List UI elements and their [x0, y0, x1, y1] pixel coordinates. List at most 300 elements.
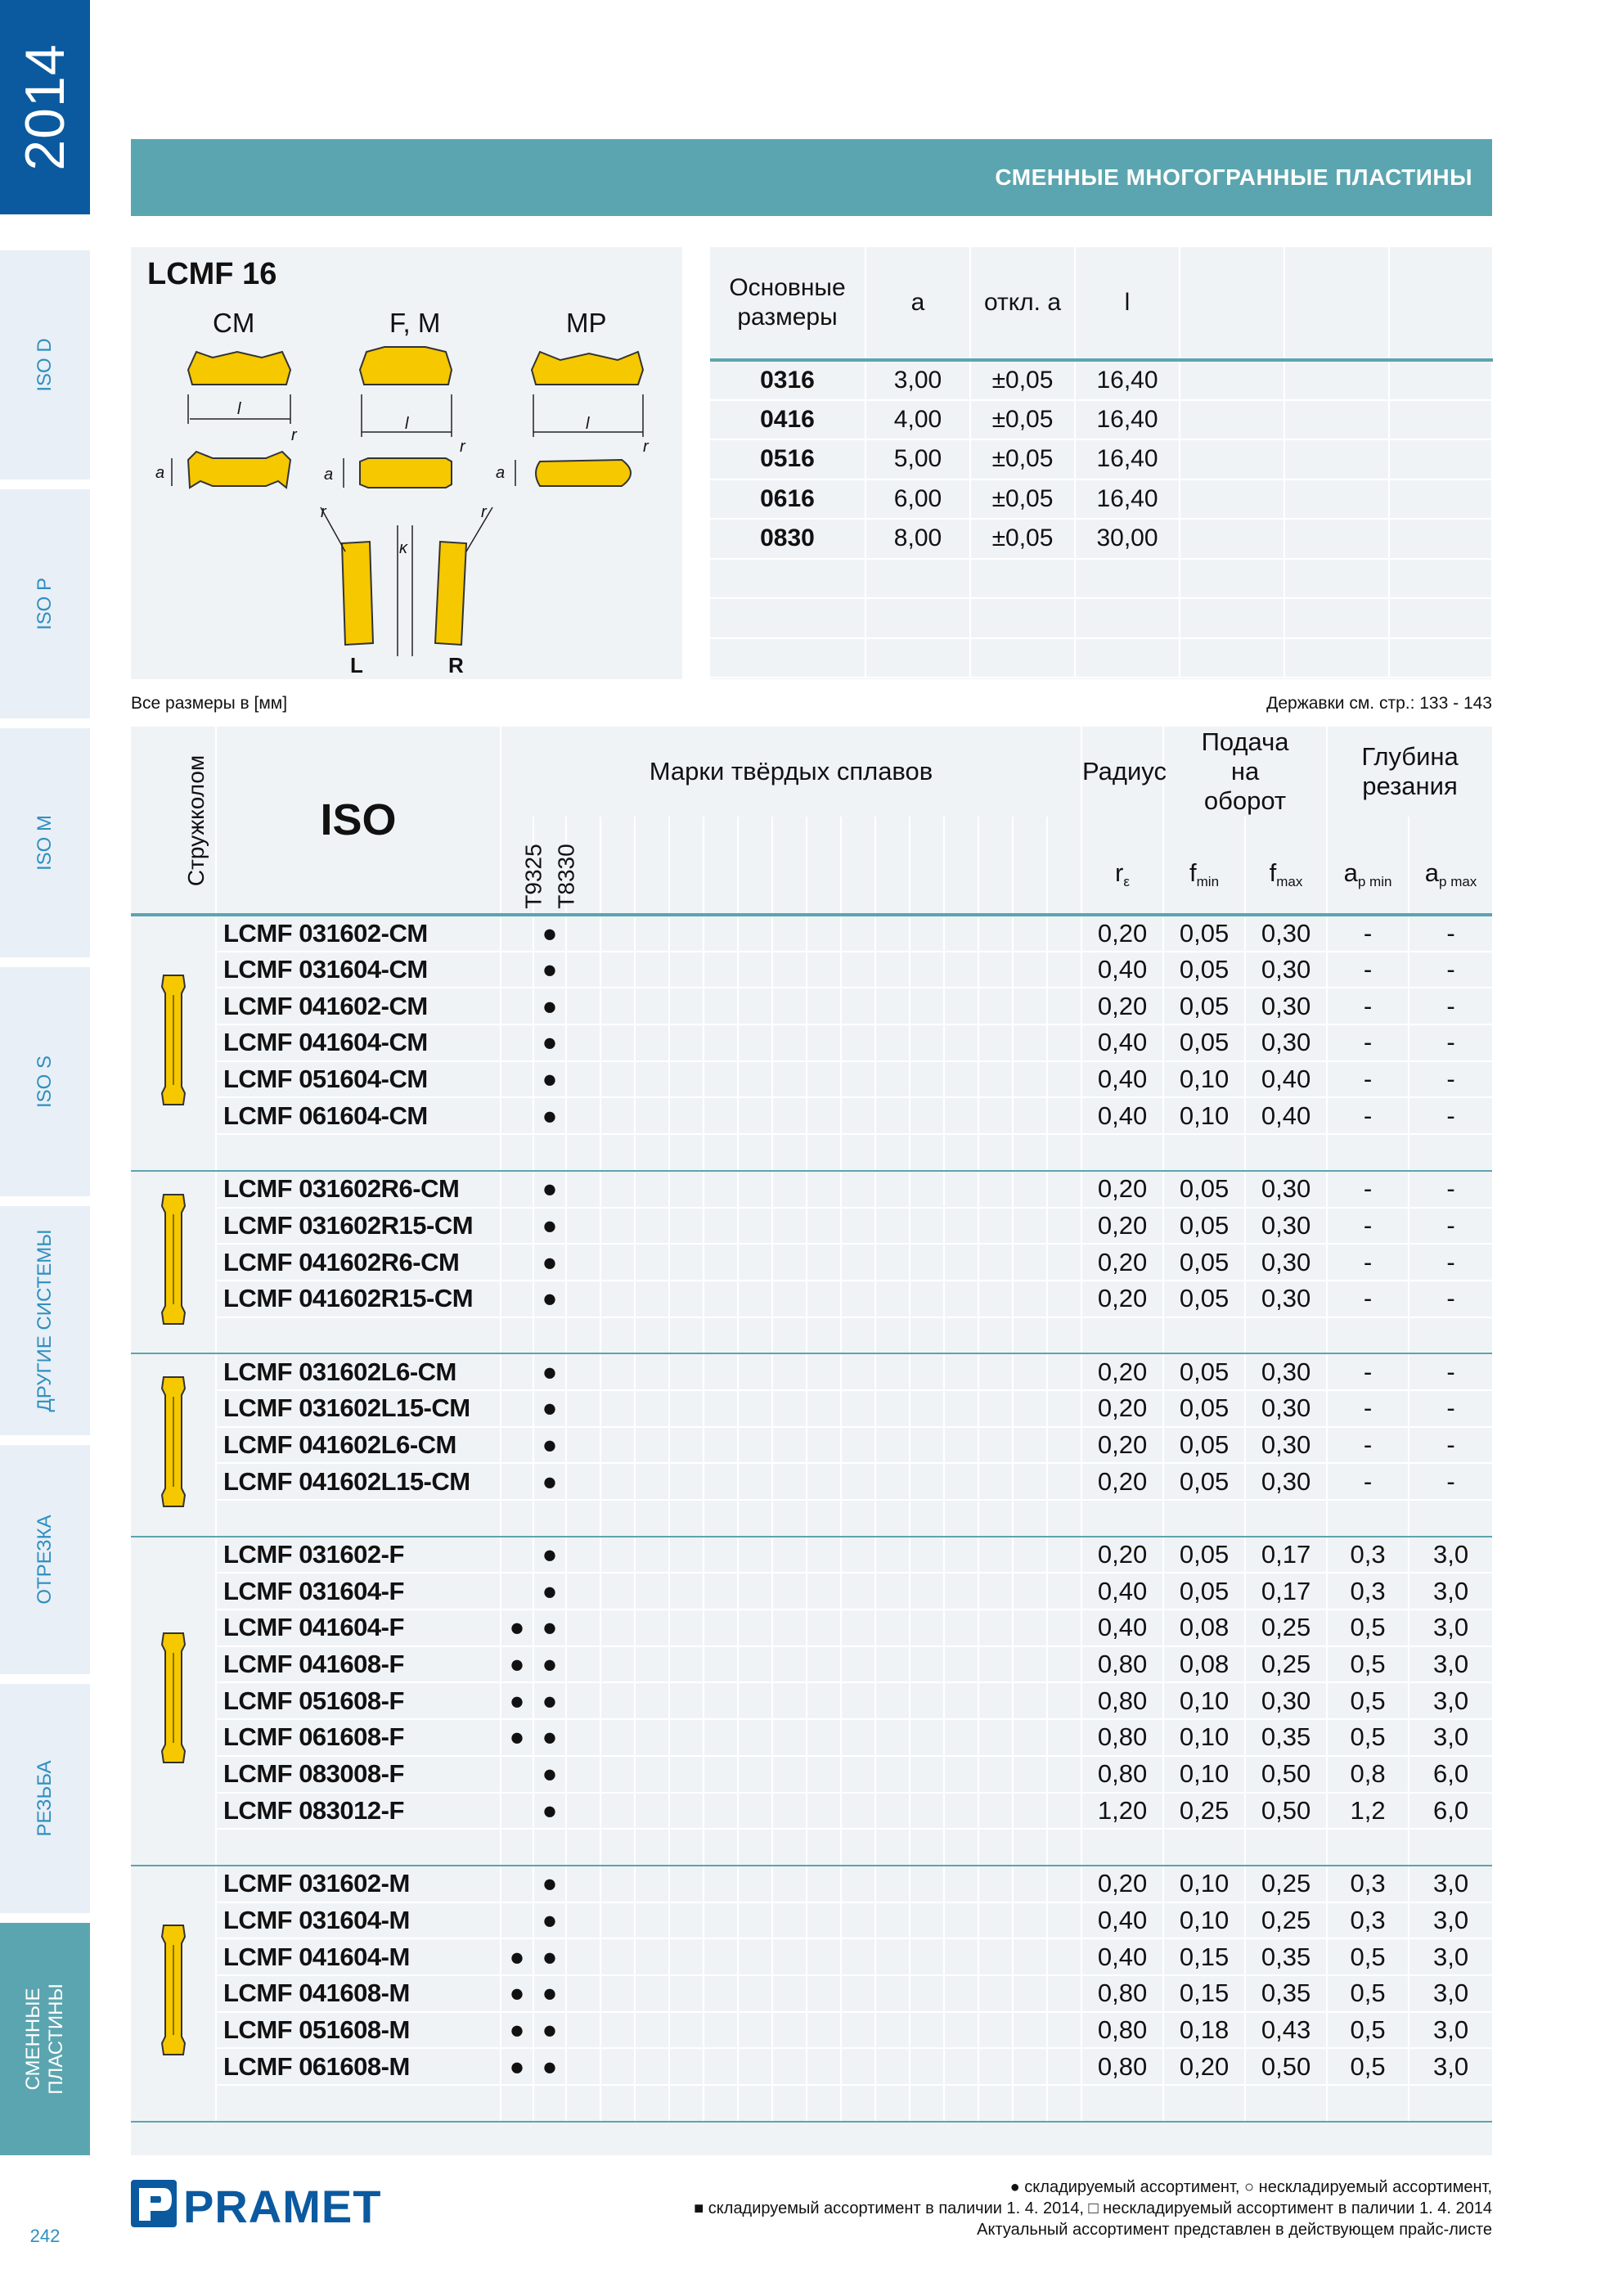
table-row [131, 1573, 1492, 1609]
insert-designation: LCMF 031604-CM [216, 952, 501, 988]
grade-availability-dot: ● [533, 1024, 566, 1061]
param-value: 0,40 [1081, 1061, 1163, 1098]
dim-row: 0316 3,00 ±0,05 16,40 [710, 360, 1492, 400]
param-value: 0,05 [1163, 952, 1245, 988]
param-value: 0,30 [1245, 952, 1327, 988]
param-value: 0,43 [1245, 2012, 1327, 2049]
dim-row: 0516 5,00 ±0,05 16,40 [710, 439, 1492, 479]
dim-header-l: l [1075, 247, 1180, 360]
param-value: 0,10 [1163, 1756, 1245, 1793]
param-value: - [1409, 1281, 1492, 1317]
table-row [131, 988, 1492, 1024]
sidebar-tab-iso-m[interactable]: ISO M [0, 728, 90, 962]
insert-designation: LCMF 051608-M [216, 2012, 501, 2049]
angle-label: κ [399, 539, 407, 557]
param-value: 3,0 [1409, 1902, 1492, 1939]
param-value: 0,20 [1081, 988, 1163, 1024]
insert-designation: LCMF 031604-M [216, 1902, 501, 1939]
insert-designation: LCMF 031602L15-CM [216, 1390, 501, 1427]
param-value: 0,20 [1081, 1244, 1163, 1281]
insert-designation: LCMF 031602-F [216, 1537, 501, 1573]
param-value: - [1327, 1208, 1409, 1245]
fm-radius-label: r [460, 438, 465, 456]
units-note: Все размеры в [мм] [131, 694, 288, 713]
grade-availability-dot [501, 1537, 533, 1573]
param-value: 0,30 [1245, 1024, 1327, 1061]
dimensions-table-box [710, 247, 1492, 679]
table-row [131, 1646, 1492, 1683]
param-value: 3,0 [1409, 1938, 1492, 1975]
param-value: 0,05 [1163, 1390, 1245, 1427]
grade-availability-dot: ● [533, 1208, 566, 1245]
table-row [131, 1682, 1492, 1719]
grade-availability-dot: ● [501, 1938, 533, 1975]
param-value: 0,30 [1245, 1353, 1327, 1390]
param-header-1: $r_\varepsilon$ [1081, 817, 1163, 915]
grade-availability-dot: ● [533, 952, 566, 988]
param-value: 0,40 [1081, 1097, 1163, 1134]
param-value: 0,20 [1081, 1390, 1163, 1427]
param-value: 0,80 [1081, 1756, 1163, 1793]
insert-designation: LCMF 031602-CM [216, 915, 501, 952]
param-value: 0,30 [1245, 1682, 1327, 1719]
chipbreaker-icon [131, 1353, 216, 1536]
param-value: - [1327, 1281, 1409, 1317]
table-row [131, 1281, 1492, 1317]
param-value: 3,0 [1409, 1609, 1492, 1646]
grade-availability-dot [501, 1427, 533, 1464]
insert-designation: LCMF 041604-M [216, 1938, 501, 1975]
grade-availability-dot: ● [533, 1682, 566, 1719]
legend-line-3: Актуальный ассортимент представлен в действующем прайс-листе [977, 2221, 1492, 2239]
param-value: 0,08 [1163, 1609, 1245, 1646]
insert-designation: LCMF 041608-M [216, 1975, 501, 2012]
insert-designation: LCMF 041602L15-CM [216, 1463, 501, 1500]
table-row [131, 1024, 1492, 1061]
param-value: 0,40 [1081, 952, 1163, 988]
insert-designation: LCMF 041602-CM [216, 988, 501, 1024]
insert-grade-table [131, 727, 1492, 2123]
legend-line-2: ■ складируемый ассортимент в паличии 1. 4. 2014, □ нескладируемый ассортимент в паличии 1. 4. 2014 [694, 2199, 1492, 2217]
grade-availability-dot: ● [533, 1573, 566, 1609]
param-value: 0,10 [1163, 1866, 1245, 1902]
insert-designation: LCMF 051604-CM [216, 1061, 501, 1098]
param-value: 0,05 [1163, 915, 1245, 952]
cm-length-label: l [237, 400, 241, 418]
insert-designation: LCMF 061604-CM [216, 1097, 501, 1134]
grade-availability-dot [501, 952, 533, 988]
param-value: 0,3 [1327, 1902, 1409, 1939]
sidebar-tab-parting[interactable]: ОТРЕЗКА [0, 1445, 90, 1679]
grade-availability-dot [501, 1208, 533, 1245]
param-value: 1,2 [1327, 1793, 1409, 1830]
insert-designation: LCMF 083012-F [216, 1793, 501, 1830]
grade-availability-dot: ● [533, 1097, 566, 1134]
grade-t9325-header: T9325 [501, 817, 533, 915]
param-value: - [1327, 988, 1409, 1024]
dim-row: 0416 4,00 ±0,05 16,40 [710, 400, 1492, 440]
table-row [131, 1938, 1492, 1975]
insert-designation: LCMF 041604-F [216, 1609, 501, 1646]
param-value: 3,0 [1409, 1682, 1492, 1719]
table-row [131, 1902, 1492, 1939]
table-row [131, 2048, 1492, 2085]
param-value: 0,05 [1163, 1463, 1245, 1500]
insert-diagram [131, 247, 682, 679]
grade-availability-dot [501, 1244, 533, 1281]
right-radius-label: r [481, 503, 487, 521]
param-value: - [1409, 1171, 1492, 1208]
chipbreaker-icon [131, 1537, 216, 1866]
cm-side-view-shape [188, 452, 290, 488]
param-value: - [1327, 1353, 1409, 1390]
param-value: - [1327, 952, 1409, 988]
insert-designation: LCMF 061608-F [216, 1719, 501, 1756]
grade-availability-dot: ● [533, 1061, 566, 1098]
param-value: 3,0 [1409, 1866, 1492, 1902]
param-value: 0,40 [1081, 1573, 1163, 1609]
grade-availability-dot [501, 1902, 533, 1939]
grade-availability-dot: ● [533, 1975, 566, 2012]
grade-availability-dot: ● [533, 1390, 566, 1427]
mp-length-label: l [586, 415, 590, 433]
param-value: 0,30 [1245, 1171, 1327, 1208]
grade-availability-dot: ● [533, 1244, 566, 1281]
param-value: 0,3 [1327, 1573, 1409, 1609]
grade-availability-dot: ● [533, 1427, 566, 1464]
fm-top-view-shape [360, 347, 452, 385]
sidebar-tab-inserts[interactable]: СМЕННЫЕ ПЛАСТИНЫ [0, 1923, 90, 2160]
param-value: 0,5 [1327, 1938, 1409, 1975]
param-value: 0,10 [1163, 1719, 1245, 1756]
sidebar-tab-iso-p[interactable]: ISO P [0, 489, 90, 723]
param-value: 0,20 [1081, 915, 1163, 952]
param-value: 0,40 [1081, 1938, 1163, 1975]
grades-header: Марки твёрдых сплавов [501, 727, 1081, 817]
param-value: - [1327, 915, 1409, 952]
param-value: 0,20 [1081, 1866, 1163, 1902]
fm-side-view-shape [360, 458, 452, 488]
grade-availability-dot: ● [501, 1646, 533, 1683]
insert-designation: LCMF 031602-M [216, 1866, 501, 1902]
param-value: 0,40 [1245, 1097, 1327, 1134]
dim-header-tol: откл. a [970, 247, 1075, 360]
grade-availability-dot: ● [533, 1866, 566, 1902]
grade-availability-dot: ● [501, 2048, 533, 2085]
variant-label-cm: CM [213, 308, 255, 338]
table-row [131, 1208, 1492, 1245]
param-value: 3,0 [1409, 1573, 1492, 1609]
grade-availability-dot: ● [501, 1719, 533, 1756]
param-value: 0,80 [1081, 2048, 1163, 2085]
param-value: 0,35 [1245, 1938, 1327, 1975]
insert-grade-table-box [131, 727, 1492, 2155]
param-value: 0,5 [1327, 2012, 1409, 2049]
param-value: 0,5 [1327, 2048, 1409, 2085]
param-value: - [1409, 1024, 1492, 1061]
param-value: 0,25 [1245, 1902, 1327, 1939]
param-value: - [1327, 1024, 1409, 1061]
param-value: 0,50 [1245, 2048, 1327, 2085]
param-value: 0,10 [1163, 1902, 1245, 1939]
param-value: - [1327, 1244, 1409, 1281]
pramet-logo [131, 2177, 401, 2231]
grade-availability-dot [501, 1281, 533, 1317]
grade-availability-dot: ● [533, 2012, 566, 2049]
param-value: 0,20 [1081, 1281, 1163, 1317]
table-row [131, 1975, 1492, 2012]
param-value: 3,0 [1409, 1719, 1492, 1756]
grade-availability-dot [501, 1793, 533, 1830]
dim-header-main: Основные размеры [710, 247, 865, 360]
grade-availability-dot [501, 1463, 533, 1500]
left-radius-label: r [321, 503, 326, 521]
param-value: - [1409, 1061, 1492, 1098]
param-value: 0,08 [1163, 1646, 1245, 1683]
param-value: 0,30 [1245, 1281, 1327, 1317]
insert-designation: LCMF 041608-F [216, 1646, 501, 1683]
grade-availability-dot: ● [533, 1281, 566, 1317]
grade-availability-dot [501, 1171, 533, 1208]
param-value: 0,25 [1245, 1609, 1327, 1646]
param-value: - [1409, 1427, 1492, 1464]
param-value: 3,0 [1409, 1646, 1492, 1683]
table-row [131, 1097, 1492, 1134]
sidebar [0, 0, 90, 2296]
grade-availability-dot [501, 1061, 533, 1098]
sidebar-tab-iso-s[interactable]: ISO S [0, 967, 90, 1201]
param-value: 0,20 [1081, 1427, 1163, 1464]
param-value: 0,30 [1245, 1208, 1327, 1245]
param-value: 6,0 [1409, 1793, 1492, 1830]
param-value: 0,8 [1327, 1756, 1409, 1793]
param-value: 0,80 [1081, 1682, 1163, 1719]
table-row [131, 1609, 1492, 1646]
chipbreaker-icon [131, 1866, 216, 2122]
param-value: 0,50 [1245, 1756, 1327, 1793]
table-row [131, 1793, 1492, 1830]
table-row [131, 1719, 1492, 1756]
param-value: 0,17 [1245, 1573, 1327, 1609]
param-value: 0,05 [1163, 1427, 1245, 1464]
page-number: 242 [29, 2226, 61, 2246]
right-hand-shape [435, 542, 466, 645]
sidebar-tab-threading[interactable]: РЕЗЬБА [0, 1684, 90, 1918]
param-value: 0,30 [1245, 1244, 1327, 1281]
param-value: 0,05 [1163, 988, 1245, 1024]
mp-radius-label: r [643, 438, 649, 456]
holders-note: Державки см. стр.: 133 - 143 [1266, 694, 1492, 713]
param-value: 3,0 [1409, 2012, 1492, 2049]
grade-availability-dot [501, 1390, 533, 1427]
param-value: 0,50 [1245, 1793, 1327, 1830]
grade-availability-dot: ● [533, 2048, 566, 2085]
grade-availability-dot: ● [533, 1609, 566, 1646]
param-value: 0,30 [1245, 1390, 1327, 1427]
param-value: 0,20 [1081, 1463, 1163, 1500]
grade-availability-dot: ● [533, 1463, 566, 1500]
param-header-4: $a_{p min}$ [1327, 817, 1409, 915]
year-label: 2014 [14, 43, 76, 171]
left-hand-label: L [350, 653, 363, 678]
iso-header: ISO [216, 727, 501, 915]
product-panel [131, 247, 682, 679]
param-value: 0,10 [1163, 1097, 1245, 1134]
param-value: 3,0 [1409, 2048, 1492, 2085]
table-row [131, 1171, 1492, 1208]
param-value: 0,20 [1081, 1353, 1163, 1390]
table-row [131, 2012, 1492, 2049]
grade-availability-dot: ● [533, 1756, 566, 1793]
grade-availability-dot: ● [533, 1171, 566, 1208]
param-value: 0,40 [1081, 1024, 1163, 1061]
param-value: 0,40 [1081, 1902, 1163, 1939]
grade-availability-dot: ● [533, 1938, 566, 1975]
param-value: 0,5 [1327, 1609, 1409, 1646]
param-value: - [1327, 1171, 1409, 1208]
grade-availability-dot [501, 915, 533, 952]
insert-designation: LCMF 041602R6-CM [216, 1244, 501, 1281]
table-row [131, 952, 1492, 988]
sidebar-tab-iso-d[interactable]: ISO D [0, 250, 90, 484]
insert-designation: LCMF 031602R15-CM [216, 1208, 501, 1245]
param-value: 0,3 [1327, 1537, 1409, 1573]
param-header-3: $f_{max}$ [1245, 817, 1327, 915]
insert-designation: LCMF 031602L6-CM [216, 1353, 501, 1390]
param-value: 0,05 [1163, 1208, 1245, 1245]
grade-availability-dot: ● [533, 1793, 566, 1830]
fm-width-label: a [324, 466, 334, 484]
product-title: LCMF 16 [147, 257, 277, 291]
fm-length-label: l [405, 415, 409, 433]
param-value: 0,18 [1163, 2012, 1245, 2049]
grade-availability-dot: ● [533, 1719, 566, 1756]
param-value: 0,80 [1081, 1719, 1163, 1756]
param-value: 0,20 [1081, 1171, 1163, 1208]
dimensions-table [710, 247, 1493, 678]
right-hand-label: R [448, 653, 464, 678]
insert-designation: LCMF 051608-F [216, 1682, 501, 1719]
param-value: 0,5 [1327, 1646, 1409, 1683]
param-value: 1,20 [1081, 1793, 1163, 1830]
table-row [131, 1353, 1492, 1390]
param-value: 3,0 [1409, 1975, 1492, 2012]
param-value: - [1409, 1463, 1492, 1500]
param-value: - [1409, 1390, 1492, 1427]
param-value: 0,05 [1163, 1281, 1245, 1317]
grade-availability-dot [501, 1353, 533, 1390]
param-value: 0,10 [1163, 1061, 1245, 1098]
param-value: - [1409, 1353, 1492, 1390]
grade-t8330-header: T8330 [533, 817, 566, 915]
insert-designation: LCMF 041604-CM [216, 1024, 501, 1061]
param-value: - [1409, 1244, 1492, 1281]
dim-row: 0830 8,00 ±0,05 30,00 [710, 519, 1492, 559]
grade-availability-dot: ● [533, 1353, 566, 1390]
year-tab [0, 0, 90, 214]
brand-wordmark: PRAMET [183, 2181, 382, 2232]
param-value: 0,30 [1245, 915, 1327, 952]
param-value: 0,35 [1245, 1719, 1327, 1756]
table-row [131, 915, 1492, 952]
grade-availability-dot [501, 1097, 533, 1134]
param-value: 6,0 [1409, 1756, 1492, 1793]
legend-line-1: ● складируемый ассортимент, ○ нескладируемый ассортимент, [1009, 2178, 1492, 2196]
param-value: - [1409, 1097, 1492, 1134]
table-row [131, 1061, 1492, 1098]
chipbreaker-header: Стружколом [131, 727, 216, 915]
insert-designation: LCMF 083008-F [216, 1756, 501, 1793]
param-value: 0,30 [1245, 1427, 1327, 1464]
param-value: 0,80 [1081, 1646, 1163, 1683]
param-value: 0,17 [1245, 1537, 1327, 1573]
param-value: 0,05 [1163, 1171, 1245, 1208]
param-value: 0,15 [1163, 1975, 1245, 2012]
grade-availability-dot: ● [501, 2012, 533, 2049]
param-value: 0,3 [1327, 1866, 1409, 1902]
param-value: 0,20 [1081, 1208, 1163, 1245]
param-value: 0,15 [1163, 1938, 1245, 1975]
param-value: 0,80 [1081, 1975, 1163, 2012]
dim-row: 0616 6,00 ±0,05 16,40 [710, 479, 1492, 520]
table-row [131, 1463, 1492, 1500]
grade-availability-dot: ● [501, 1682, 533, 1719]
param-value: 0,20 [1081, 1537, 1163, 1573]
param-value: 0,40 [1081, 1609, 1163, 1646]
param-value: 0,40 [1245, 1061, 1327, 1098]
variant-label-fm: F, M [389, 308, 441, 338]
grade-availability-dot: ● [533, 988, 566, 1024]
insert-designation: LCMF 031604-F [216, 1573, 501, 1609]
cm-radius-label: r [291, 426, 297, 444]
insert-designation: LCMF 041602R15-CM [216, 1281, 501, 1317]
param-value: - [1327, 1061, 1409, 1098]
param-value: - [1409, 915, 1492, 952]
grade-availability-dot [501, 988, 533, 1024]
param-value: 0,30 [1245, 1463, 1327, 1500]
sidebar-tab-other-systems[interactable]: ДРУГИЕ СИСТЕМЫ [0, 1206, 90, 1440]
section-header [131, 139, 1492, 216]
param-value: 0,80 [1081, 2012, 1163, 2049]
param-value: - [1327, 1463, 1409, 1500]
grade-availability-dot: ● [533, 915, 566, 952]
param-value: 0,5 [1327, 1719, 1409, 1756]
chipbreaker-icon [131, 915, 216, 1171]
mp-top-view-shape [532, 352, 643, 385]
table-row [131, 1427, 1492, 1464]
param-value: - [1327, 1390, 1409, 1427]
table-row [131, 1537, 1492, 1573]
grade-availability-dot [501, 1024, 533, 1061]
grade-availability-dot: ● [533, 1537, 566, 1573]
param-value: 0,20 [1163, 2048, 1245, 2085]
param-value: 0,25 [1245, 1646, 1327, 1683]
param-value: 0,30 [1245, 988, 1327, 1024]
grade-availability-dot [501, 1573, 533, 1609]
param-value: 0,25 [1245, 1866, 1327, 1902]
cm-top-view-shape [188, 352, 290, 385]
grade-availability-dot: ● [533, 1902, 566, 1939]
param-header-2: $f_{min}$ [1163, 817, 1245, 915]
grade-availability-dot: ● [501, 1975, 533, 2012]
grade-availability-dot [501, 1756, 533, 1793]
left-hand-shape [342, 542, 373, 645]
grade-availability-dot [501, 1866, 533, 1902]
grade-availability-dot: ● [533, 1646, 566, 1683]
insert-designation: LCMF 031602R6-CM [216, 1171, 501, 1208]
table-row [131, 1866, 1492, 1902]
depth-header: Глубина резания [1361, 742, 1459, 800]
